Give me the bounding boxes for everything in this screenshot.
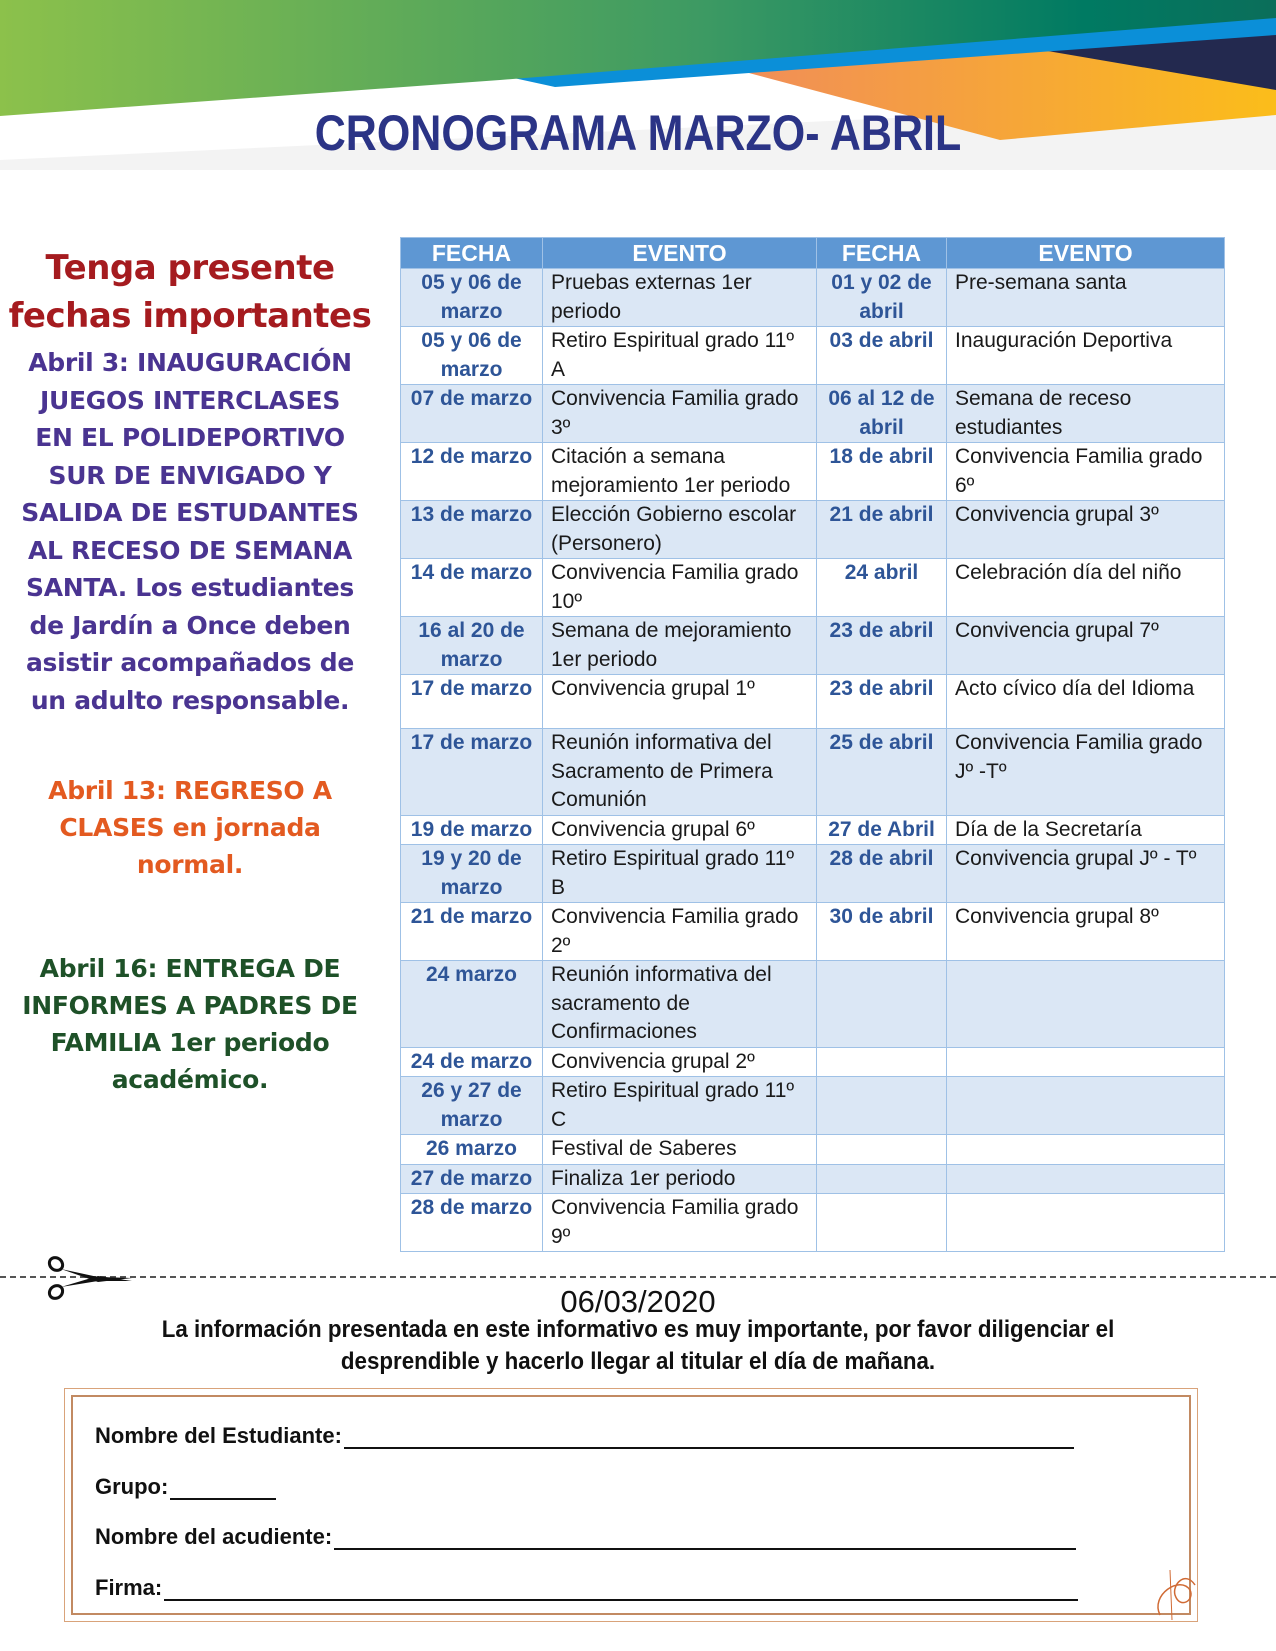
march-date-cell: 07 de marzo [401,385,543,443]
april-date-cell: 01 y 02 de abril [817,269,947,327]
note-line: Abril 16: ENTREGA DE [39,954,341,983]
april-event-cell [947,1164,1225,1194]
notice-text: La información presentada en este informativo es muy importante, por favor diligenciar el desprendible y hacerlo llegar al titular el día de mañana. [161,1316,1115,1375]
april-date-cell [817,1164,947,1194]
table-row [401,1077,1225,1135]
april-date-cell [817,961,947,1048]
april-event-cell: Celebración día del niño [947,559,1225,617]
march-date-cell: 24 de marzo [401,1047,543,1077]
march-event-cell: Elección Gobierno escolar (Personero) [543,501,817,559]
april-date-cell [817,1077,947,1135]
april-date-cell: 24 abril [817,559,947,617]
april-event-cell [947,1135,1225,1165]
april-date-cell: 25 de abril [817,729,947,816]
march-event-cell: Pruebas externas 1er periodo [543,269,817,327]
march-event-cell: Finaliza 1er periodo [543,1164,817,1194]
april-event-cell: Convivencia Familia grado Jº -Tº [947,729,1225,816]
march-event-cell: Convivencia grupal 6º [543,815,817,845]
april-date-cell: 03 de abril [817,327,947,385]
march-event-cell: Citación a semana mejoramiento 1er periodo [543,443,817,501]
table-row [401,675,1225,729]
header-fecha-april: FECHA [817,238,947,269]
date-stamp: 06/03/2020 [560,1284,716,1319]
corner-flourish-icon [1150,1565,1200,1625]
group-label: Grupo: [95,1474,169,1499]
march-date-cell: 21 de marzo [401,903,543,961]
sidebar-heading-line: Tenga presente [45,248,335,288]
note-abril-3 [0,344,380,719]
table-row [401,327,1225,385]
march-event-cell: Reunión informativa del sacramento de Confirmaciones [543,961,817,1048]
april-event-cell: Convivencia Familia grado 6º [947,443,1225,501]
table-row [401,1164,1225,1194]
schedule-table [400,237,1225,1252]
april-date-cell: 28 de abril [817,845,947,903]
march-event-cell: Festival de Saberes [543,1135,817,1165]
april-event-cell [947,1194,1225,1252]
april-event-cell [947,961,1225,1048]
note-line: normal. [136,850,244,879]
march-event-cell: Convivencia Familia grado 3º [543,385,817,443]
table-row [401,443,1225,501]
header-fecha-march: FECHA [401,238,543,269]
student-name-field[interactable] [95,1423,1074,1449]
march-date-cell: 05 y 06 de marzo [401,327,543,385]
march-event-cell: Convivencia Familia grado 10º [543,559,817,617]
march-date-cell: 17 de marzo [401,675,543,729]
april-event-cell: Día de la Secretaría [947,815,1225,845]
april-event-cell: Acto cívico día del Idioma [947,675,1225,729]
note-line: SANTA. Los estudiantes [26,573,354,602]
guardian-name-line[interactable] [334,1526,1076,1550]
april-date-cell [817,1135,947,1165]
march-event-cell: Convivencia Familia grado 9º [543,1194,817,1252]
march-date-cell: 16 al 20 de marzo [401,617,543,675]
april-event-cell [947,1047,1225,1077]
note-line: un adulto responsable. [30,685,350,715]
april-date-cell [817,1194,947,1252]
note-line: de Jardín a Once deben [29,610,351,640]
sidebar-heading-line: fechas importantes [8,296,372,336]
march-event-cell: Retiro Espiritual grado 11º B [543,845,817,903]
table-row [401,1194,1225,1252]
student-name-label: Nombre del Estudiante: [95,1423,342,1448]
march-date-cell: 12 de marzo [401,443,543,501]
header-evento-march: EVENTO [543,238,817,269]
page-title: CRONOGRAMA MARZO- ABRIL [314,105,962,161]
march-event-cell: Semana de mejoramiento 1er periodo [543,617,817,675]
april-date-cell: 06 al 12 de abril [817,385,947,443]
table-row [401,1135,1225,1165]
signature-label: Firma: [95,1575,163,1600]
detachable-form [64,1388,1198,1622]
april-event-cell: Pre-semana santa [947,269,1225,327]
april-date-cell: 27 de Abril [817,815,947,845]
note-line: SALIDA DE ESTUDANTES [21,498,359,527]
note-line: Abril 3: INAUGURACIÓN [28,348,352,377]
table-row [401,903,1225,961]
april-event-cell: Semana de receso estudiantes [947,385,1225,443]
april-date-cell: 23 de abril [817,675,947,729]
april-event-cell: Convivencia grupal 8º [947,903,1225,961]
table-row [401,961,1225,1048]
table-row [401,1047,1225,1077]
april-date-cell: 23 de abril [817,617,947,675]
table-row [401,729,1225,816]
march-date-cell: 27 de marzo [401,1164,543,1194]
note-line: AL RECESO DE SEMANA [27,535,353,565]
table-header-row [401,238,1225,269]
note-line: asistir acompañados de [25,648,354,677]
march-date-cell: 17 de marzo [401,729,543,816]
table-row [401,269,1225,327]
student-name-line[interactable] [344,1425,1074,1449]
april-date-cell [817,1047,947,1077]
note-line: FAMILIA 1er periodo [50,1028,330,1057]
march-event-cell: Convivencia grupal 2º [543,1047,817,1077]
table-row [401,559,1225,617]
note-line: JUEGOS INTERCLASES [39,385,341,415]
april-event-cell: Convivencia grupal 7º [947,617,1225,675]
march-date-cell: 05 y 06 de marzo [401,269,543,327]
table-row [401,617,1225,675]
march-event-cell: Retiro Espiritual grado 11º A [543,327,817,385]
march-date-cell: 24 marzo [401,961,543,1048]
signature-field[interactable] [95,1575,1078,1601]
cut-line [0,1276,1276,1278]
march-date-cell: 28 de marzo [401,1194,543,1252]
note-line: Abril 13: REGRESO A [48,776,332,805]
note-abril-16 [0,950,380,1098]
table-row [401,845,1225,903]
guardian-name-field[interactable] [95,1524,1076,1550]
march-date-cell: 26 marzo [401,1135,543,1165]
april-event-cell [947,1077,1225,1135]
march-event-cell: Retiro Espiritual grado 11º C [543,1077,817,1135]
group-field[interactable] [95,1474,276,1500]
table-row [401,815,1225,845]
march-date-cell: 13 de marzo [401,501,543,559]
march-date-cell: 14 de marzo [401,559,543,617]
note-line: EN EL POLIDEPORTIVO [35,423,345,452]
note-line: académico. [111,1065,269,1094]
sidebar-heading [0,244,380,340]
note-abril-13 [0,772,380,883]
signature-line[interactable] [164,1577,1078,1601]
march-event-cell: Convivencia Familia grado 2º [543,903,817,961]
march-event-cell: Convivencia grupal 1º [543,675,817,729]
march-date-cell: 19 de marzo [401,815,543,845]
header-evento-april: EVENTO [947,238,1225,269]
april-event-cell: Convivencia grupal 3º [947,501,1225,559]
table-row [401,501,1225,559]
april-date-cell: 21 de abril [817,501,947,559]
table-row [401,385,1225,443]
guardian-name-label: Nombre del acudiente: [95,1524,333,1549]
april-event-cell: Convivencia grupal Jº - Tº [947,845,1225,903]
note-line: INFORMES A PADRES DE [22,991,358,1020]
note-line: SUR DE ENVIGADO Y [48,460,332,490]
march-date-cell: 26 y 27 de marzo [401,1077,543,1135]
april-date-cell: 30 de abril [817,903,947,961]
note-line: CLASES en jornada [59,813,321,842]
april-event-cell: Inauguración Deportiva [947,327,1225,385]
april-date-cell: 18 de abril [817,443,947,501]
group-line[interactable] [170,1476,276,1500]
march-event-cell: Reunión informativa del Sacramento de Primera Comunión [543,729,817,816]
march-date-cell: 19 y 20 de marzo [401,845,543,903]
